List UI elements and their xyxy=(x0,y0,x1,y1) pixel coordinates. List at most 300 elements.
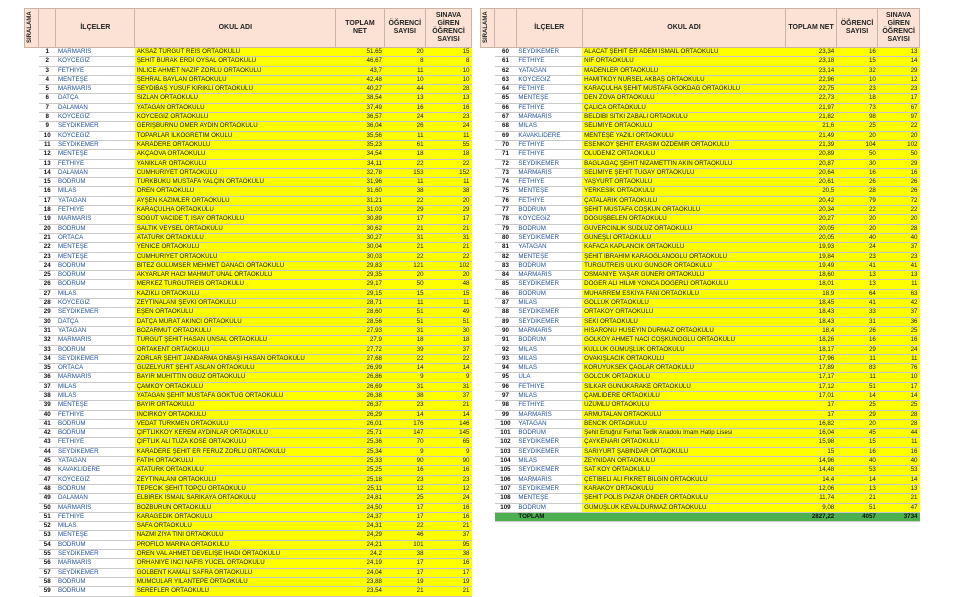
exam-cell: 72 xyxy=(878,196,920,205)
students-cell: 29 xyxy=(384,206,426,215)
exam-cell: 65 xyxy=(426,438,472,447)
school-cell: KARAÇULHA ORTAOKULU xyxy=(135,206,336,215)
students-cell: 16 xyxy=(384,466,426,475)
school-col-header: OKUL ADI xyxy=(135,9,336,48)
exam-cell: 28 xyxy=(426,85,472,94)
students-cell: 104 xyxy=(836,140,878,149)
students-cell: 23 xyxy=(836,85,878,94)
exam-cell: 97 xyxy=(878,113,920,122)
net-cell: 17 xyxy=(786,410,836,419)
exam-cell: 21 xyxy=(426,224,472,233)
students-cell: 20 xyxy=(836,215,878,224)
exam-cell: 28 xyxy=(878,410,920,419)
district-cell: SEYDİKEMER xyxy=(516,447,582,456)
rank-col-header xyxy=(39,9,56,48)
students-cell: 83 xyxy=(836,364,878,373)
right-table-body xyxy=(495,48,920,513)
school-cell: SÖĞÜT VACİDE T. İSAY ORTAOKULU xyxy=(135,215,336,224)
students-cell: 16 xyxy=(836,336,878,345)
net-cell: 24,29 xyxy=(336,531,384,540)
district-cell: MARMARİS xyxy=(516,271,582,280)
students-cell: 11 xyxy=(836,354,878,363)
total-rank-cell xyxy=(495,512,517,521)
district-cell: FETHİYE xyxy=(516,382,582,391)
table-row xyxy=(39,429,472,438)
school-cell: BİTEZ GÜLÜMSER MEHMET DANACI ORTAOKULU xyxy=(135,261,336,270)
students-cell: 153 xyxy=(384,168,426,177)
exam-cell: 37 xyxy=(878,308,920,317)
table-row xyxy=(39,587,472,596)
school-cell: MENTEŞE YAZILI ORTAOKULU xyxy=(582,131,786,140)
net-cell: 17 xyxy=(786,401,836,410)
table-row xyxy=(39,243,472,252)
district-cell: MİLAS xyxy=(56,391,135,400)
rank-cell: 26 xyxy=(39,280,56,289)
table-row xyxy=(39,261,472,270)
district-cell: BODRUM xyxy=(56,280,135,289)
exam-cell: 28 xyxy=(878,419,920,428)
district-cell: MİLAS xyxy=(56,289,135,298)
school-cell: GÖLBENT KAMALİ SAFRA ORTAOKULU xyxy=(135,568,336,577)
exam-cell: 19 xyxy=(426,577,472,586)
table-row xyxy=(495,354,920,363)
table-row xyxy=(495,168,920,177)
exam-cell: 10 xyxy=(426,75,472,84)
exam-cell: 18 xyxy=(426,150,472,159)
rank-cell: 53 xyxy=(39,531,56,540)
rank-cell: 14 xyxy=(39,168,56,177)
school-cell: ÇATALARIK ORTAOKULU xyxy=(582,196,786,205)
net-cell: 23,14 xyxy=(786,66,836,75)
students-cell: 22 xyxy=(384,196,426,205)
district-col-header: İLÇELER xyxy=(516,9,582,48)
district-cell: MİLAS xyxy=(516,354,582,363)
exam-cell: 13 xyxy=(426,94,472,103)
table-row xyxy=(495,122,920,131)
exam-cell: 37 xyxy=(426,531,472,540)
table-row xyxy=(39,466,472,475)
students-cell: 14 xyxy=(836,391,878,400)
school-cell: ÇALICA ORTAOKULU xyxy=(582,103,786,112)
school-cell: KARAGEDİK ORTAOKULU xyxy=(135,512,336,521)
district-cell: KAVAKLIDERE xyxy=(56,466,135,475)
rank-cell: 72 xyxy=(495,159,517,168)
table-row xyxy=(39,299,472,308)
net-cell: 15 xyxy=(786,447,836,456)
table-row xyxy=(39,336,472,345)
table-row xyxy=(39,150,472,159)
school-cell: GERİŞBURNU ÖMER AYDIN ORTAOKULU xyxy=(135,122,336,131)
students-cell: 14 xyxy=(836,475,878,484)
net-cell: 27,9 xyxy=(336,336,384,345)
net-cell: 23,18 xyxy=(786,57,836,66)
net-cell: 28,60 xyxy=(336,308,384,317)
net-col-header: TOPLAM NET xyxy=(786,9,836,48)
district-cell: FETHİYE xyxy=(56,159,135,168)
school-cell: ÖREN ORTAOKULU xyxy=(135,187,336,196)
net-cell: 26,37 xyxy=(336,401,384,410)
school-cell: ORTAKENT ORTAOKULU xyxy=(135,345,336,354)
rank-cell: 3 xyxy=(39,66,56,75)
district-cell: YATAĞAN xyxy=(56,326,135,335)
net-cell: 26,29 xyxy=(336,410,384,419)
total-students: 4057 xyxy=(836,512,878,521)
net-cell: 14,96 xyxy=(786,457,836,466)
exam-cell: 9 xyxy=(426,447,472,456)
rank-cell: 81 xyxy=(495,243,517,252)
net-cell: 21,82 xyxy=(786,113,836,122)
exam-cell: 29 xyxy=(878,159,920,168)
school-cell: ŞEHİT MUSTAFA COŞKUN ORTAOKULU xyxy=(582,206,786,215)
rank-cell: 95 xyxy=(495,373,517,382)
district-cell: MARMARİS xyxy=(56,215,135,224)
school-cell: BENCİK ORTAOKULU xyxy=(582,419,786,428)
total-row xyxy=(495,512,920,521)
rank-cell: 57 xyxy=(39,568,56,577)
students-cell: 11 xyxy=(384,66,426,75)
net-cell: 9,08 xyxy=(786,503,836,512)
rank-cell: 91 xyxy=(495,336,517,345)
rank-cell: 90 xyxy=(495,326,517,335)
left-table-body xyxy=(39,48,472,597)
school-cell: HAMİTKÖY NURSEL AKBAŞ ORTAOKULU xyxy=(582,75,786,84)
exam-cell: 26 xyxy=(878,187,920,196)
school-cell: OSMANİYE YAŞAR GÜNERİ ORTAOKULU xyxy=(582,271,786,280)
net-cell: 14,48 xyxy=(786,466,836,475)
school-cell: ŞEHRAL BAYLAN ORTAOKULU xyxy=(135,75,336,84)
students-cell: 19 xyxy=(384,577,426,586)
rank-cell: 101 xyxy=(495,429,517,438)
rank-cell: 70 xyxy=(495,140,517,149)
net-cell: 25,71 xyxy=(336,429,384,438)
exam-cell: 63 xyxy=(878,289,920,298)
exam-cell: 44 xyxy=(878,429,920,438)
exam-cell: 95 xyxy=(426,540,472,549)
school-cell: KULLUK GÜMÜŞLÜK ORTAOKULU xyxy=(582,345,786,354)
exam-cell: 18 xyxy=(426,336,472,345)
district-cell: MİLAS xyxy=(56,187,135,196)
students-cell: 26 xyxy=(836,326,878,335)
net-cell: 24,2 xyxy=(336,550,384,559)
table-row xyxy=(495,484,920,493)
school-cell: ÜZÜMLÜ ORTAOKULU xyxy=(582,401,786,410)
exam-cell: 145 xyxy=(426,429,472,438)
table-row xyxy=(495,261,920,270)
rank-cell: 69 xyxy=(495,131,517,140)
school-cell: SELİMİYE ŞEHİT TUĞAY ORTAOKULU xyxy=(582,168,786,177)
school-cell: KAFACA KAPLANCIK ORTAOKULU xyxy=(582,243,786,252)
district-cell: MENTEŞE xyxy=(516,187,582,196)
net-cell: 18,26 xyxy=(786,336,836,345)
district-cell: SEYDİKEMER xyxy=(516,438,582,447)
rank-cell: 42 xyxy=(39,429,56,438)
exam-cell: 20 xyxy=(426,271,472,280)
exam-cell: 53 xyxy=(878,466,920,475)
students-cell: 40 xyxy=(836,457,878,466)
school-cell: TURGUTREİS ÜLKÜ GÜNGÖR ORTAOKULU xyxy=(582,261,786,270)
school-cell: ESENKÖY ŞEHİT ERASIM ÖZDEMİR ORTAOKULU xyxy=(582,140,786,149)
students-cell: 147 xyxy=(384,429,426,438)
table-row xyxy=(495,336,920,345)
rank-cell: 21 xyxy=(39,233,56,242)
rank-cell: 97 xyxy=(495,391,517,400)
school-cell: SEKİ ORTAOKULU xyxy=(582,317,786,326)
net-cell: 18,60 xyxy=(786,271,836,280)
net-cell: 18,01 xyxy=(786,280,836,289)
district-cell: FETHİYE xyxy=(516,85,582,94)
district-cell: MARMARİS xyxy=(56,503,135,512)
exam-cell: 25 xyxy=(878,326,920,335)
students-cell: 18 xyxy=(384,336,426,345)
exam-cell: 21 xyxy=(426,401,472,410)
district-cell: DATÇA xyxy=(56,94,135,103)
net-cell: 35,56 xyxy=(336,131,384,140)
students-cell: 10 xyxy=(384,75,426,84)
students-cell: 23 xyxy=(384,475,426,484)
rank-cell: 65 xyxy=(495,94,517,103)
table-row xyxy=(39,503,472,512)
students-cell: 15 xyxy=(384,289,426,298)
table-row xyxy=(495,326,920,335)
net-cell: 16,04 xyxy=(786,429,836,438)
exam-cell: 11 xyxy=(878,280,920,289)
net-cell: 40,27 xyxy=(336,85,384,94)
total-net: 2827,22 xyxy=(786,512,836,521)
exam-cell: 102 xyxy=(878,140,920,149)
district-cell: BODRUM xyxy=(56,577,135,586)
school-cell: KARADERE ORTAOKULU xyxy=(135,140,336,149)
students-cell: 12 xyxy=(384,484,426,493)
table-row xyxy=(495,75,920,84)
net-cell: 17,96 xyxy=(786,354,836,363)
district-cell: SEYDİKEMER xyxy=(516,308,582,317)
students-cell: 38 xyxy=(384,187,426,196)
exam-cell: 14 xyxy=(426,364,472,373)
students-cell: 17 xyxy=(384,512,426,521)
school-cell: ORTAKÖY ORTAOKULU xyxy=(582,308,786,317)
table-row xyxy=(495,364,920,373)
table-row xyxy=(495,243,920,252)
school-cell: MADENLER ORTAOKULU xyxy=(582,66,786,75)
rank-cell: 46 xyxy=(39,466,56,475)
district-cell: BODRUM xyxy=(56,178,135,187)
school-cell: AKYARLAR HACI MAHMUT ÜNAL ORTAOKULU xyxy=(135,271,336,280)
school-cell: AKSAZ TURGUT REİS ORTAOKULU xyxy=(135,48,336,57)
school-cell: KARADERE ŞEHİT ER FERUZ ZORLU ORTAOKULU xyxy=(135,447,336,456)
district-cell: BODRUM xyxy=(516,224,582,233)
rank-cell: 105 xyxy=(495,466,517,475)
table-row xyxy=(39,419,472,428)
school-cell: ŞEHİT BURAK ERDİ OYSAL ORTAOKULU xyxy=(135,57,336,66)
rank-cell: 67 xyxy=(495,113,517,122)
students-cell: 17 xyxy=(384,568,426,577)
school-cell: İNLİCE AHMET NAZİF ZORLU ORTAOKULU xyxy=(135,66,336,75)
rank-cell: 55 xyxy=(39,550,56,559)
district-cell: BODRUM xyxy=(56,587,135,596)
district-col-header: İLÇELER xyxy=(56,9,135,48)
students-cell: 51 xyxy=(836,503,878,512)
table-row xyxy=(39,85,472,94)
exam-cell: 11 xyxy=(878,438,920,447)
rank-cell: 109 xyxy=(495,503,517,512)
net-cell: 22,73 xyxy=(786,94,836,103)
net-cell: 20,5 xyxy=(786,187,836,196)
rank-cell: 79 xyxy=(495,224,517,233)
students-cell: 38 xyxy=(384,550,426,559)
district-cell: MİLAS xyxy=(56,382,135,391)
rank-cell: 41 xyxy=(39,419,56,428)
district-cell: MARMARİS xyxy=(56,48,135,57)
students-cell: 11 xyxy=(836,373,878,382)
students-cell: 11 xyxy=(384,299,426,308)
district-cell: DATÇA xyxy=(56,317,135,326)
exam-cell: 12 xyxy=(426,484,472,493)
net-cell: 26,99 xyxy=(336,364,384,373)
table-row xyxy=(495,280,920,289)
school-cell: CUMHURİYET ORTAOKULU xyxy=(135,252,336,261)
table-row xyxy=(39,577,472,586)
students-cell: 61 xyxy=(384,140,426,149)
school-cell: ZEYTİNALANI ŞEVKİ ORTAOKULU xyxy=(135,299,336,308)
school-cell: ÇAYKENARI ORTAOKULU xyxy=(582,438,786,447)
table-row xyxy=(495,401,920,410)
district-cell: MENTEŞE xyxy=(516,94,582,103)
district-cell: FETHİYE xyxy=(56,410,135,419)
table-row xyxy=(39,559,472,568)
district-cell: BODRUM xyxy=(56,540,135,549)
table-row xyxy=(39,271,472,280)
exam-cell: 17 xyxy=(426,215,472,224)
rank-cell: 64 xyxy=(495,85,517,94)
exam-cell: 29 xyxy=(878,66,920,75)
net-cell: 26,01 xyxy=(336,419,384,428)
school-cell: ORHANİYE İNCİ NAFİS YÜCEL ORTAOKULU xyxy=(135,559,336,568)
table-row xyxy=(495,299,920,308)
net-cell: 19,49 xyxy=(786,261,836,270)
rank-cell: 32 xyxy=(39,336,56,345)
table-row xyxy=(495,419,920,428)
net-cell: 25,33 xyxy=(336,457,384,466)
rank-cell: 1 xyxy=(39,48,56,57)
district-cell: SEYDİKEMER xyxy=(56,447,135,456)
exam-cell: 38 xyxy=(426,550,472,559)
rank-cell: 12 xyxy=(39,150,56,159)
school-cell: TÜRKBÜKÜ MUSTAFA YALÇIN ORTAOKULU xyxy=(135,178,336,187)
students-cell: 31 xyxy=(384,326,426,335)
net-cell: 20,34 xyxy=(786,206,836,215)
district-cell: MARMARİS xyxy=(56,336,135,345)
district-cell: KAVAKLIDERE xyxy=(516,131,582,140)
students-cell: 13 xyxy=(836,280,878,289)
school-cell: YENİCE ORTAOKULU xyxy=(135,243,336,252)
table-row xyxy=(39,159,472,168)
rank-cell: 59 xyxy=(39,587,56,596)
rank-cell: 50 xyxy=(39,503,56,512)
table-row xyxy=(39,401,472,410)
net-cell: 18,45 xyxy=(786,299,836,308)
rank-cell: 15 xyxy=(39,178,56,187)
table-row xyxy=(495,494,920,503)
exam-cell: 26 xyxy=(878,178,920,187)
school-cell: SIZLAN ORTAOKULU xyxy=(135,94,336,103)
net-cell: 18,17 xyxy=(786,345,836,354)
exam-cell: 37 xyxy=(426,345,472,354)
net-cell: 23,54 xyxy=(336,587,384,596)
rank-cell: 89 xyxy=(495,317,517,326)
table-row xyxy=(39,410,472,419)
net-cell: 17,89 xyxy=(786,364,836,373)
school-cell: GÜVERCİNLİK SÜDLÜZ ORTAOKULU xyxy=(582,224,786,233)
school-cell: SAFA ORTAOKULU xyxy=(135,522,336,531)
rank-cell: 31 xyxy=(39,326,56,335)
district-cell: ORTACA xyxy=(56,233,135,242)
table-row xyxy=(39,178,472,187)
net-cell: 30,03 xyxy=(336,252,384,261)
district-cell: FETHİYE xyxy=(56,512,135,521)
rank-cell: 78 xyxy=(495,215,517,224)
students-cell: 51 xyxy=(384,317,426,326)
exam-cell: 102 xyxy=(426,261,472,270)
rank-cell: 44 xyxy=(39,447,56,456)
rank-cell: 60 xyxy=(495,48,517,57)
students-cell: 22 xyxy=(384,354,426,363)
rank-cell: 8 xyxy=(39,113,56,122)
net-cell: 24,37 xyxy=(336,512,384,521)
rank-cell: 80 xyxy=(495,233,517,242)
table-row xyxy=(39,382,472,391)
exam-cell: 15 xyxy=(426,289,472,298)
rank-cell: 93 xyxy=(495,354,517,363)
exam-cell: 21 xyxy=(426,243,472,252)
exam-cell: 16 xyxy=(878,336,920,345)
table-row xyxy=(39,531,472,540)
table-row xyxy=(39,289,472,298)
net-cell: 23,34 xyxy=(786,48,836,57)
rank-cell: 2 xyxy=(39,57,56,66)
students-cell: 44 xyxy=(384,85,426,94)
table-row xyxy=(495,447,920,456)
district-cell: MİLAS xyxy=(516,391,582,400)
school-cell: ÖREN VAL AHMET DEVELİŞE İHADI ORTAOKULU xyxy=(135,550,336,559)
exam-cell: 25 xyxy=(878,401,920,410)
net-cell: 20,05 xyxy=(786,224,836,233)
rank-cell: 76 xyxy=(495,196,517,205)
school-cell: ATATÜRK ORTAOKULU xyxy=(135,233,336,242)
table-row xyxy=(39,494,472,503)
table-row xyxy=(39,252,472,261)
exam-cell: 28 xyxy=(878,224,920,233)
exam-cell: 15 xyxy=(426,48,472,57)
table-row xyxy=(39,512,472,521)
net-cell: 18,4 xyxy=(786,326,836,335)
students-cell: 64 xyxy=(836,289,878,298)
school-cell: GOLKÖY AHMET NACİ COŞKUNOĞLU ORTAOKULU xyxy=(582,336,786,345)
table-row xyxy=(495,94,920,103)
net-cell: 18,43 xyxy=(786,308,836,317)
rank-cell: 10 xyxy=(39,131,56,140)
exam-cell: 16 xyxy=(426,503,472,512)
district-cell: MENTEŞE xyxy=(56,75,135,84)
net-cell: 25,25 xyxy=(336,466,384,475)
table-row xyxy=(495,308,920,317)
district-cell: DALAMAN xyxy=(56,103,135,112)
rank-cell: 102 xyxy=(495,438,517,447)
net-cell: 26,86 xyxy=(336,373,384,382)
exam-cell: 23 xyxy=(878,85,920,94)
rank-cell: 51 xyxy=(39,512,56,521)
exam-cell: 16 xyxy=(426,559,472,568)
district-cell: FETHİYE xyxy=(516,196,582,205)
